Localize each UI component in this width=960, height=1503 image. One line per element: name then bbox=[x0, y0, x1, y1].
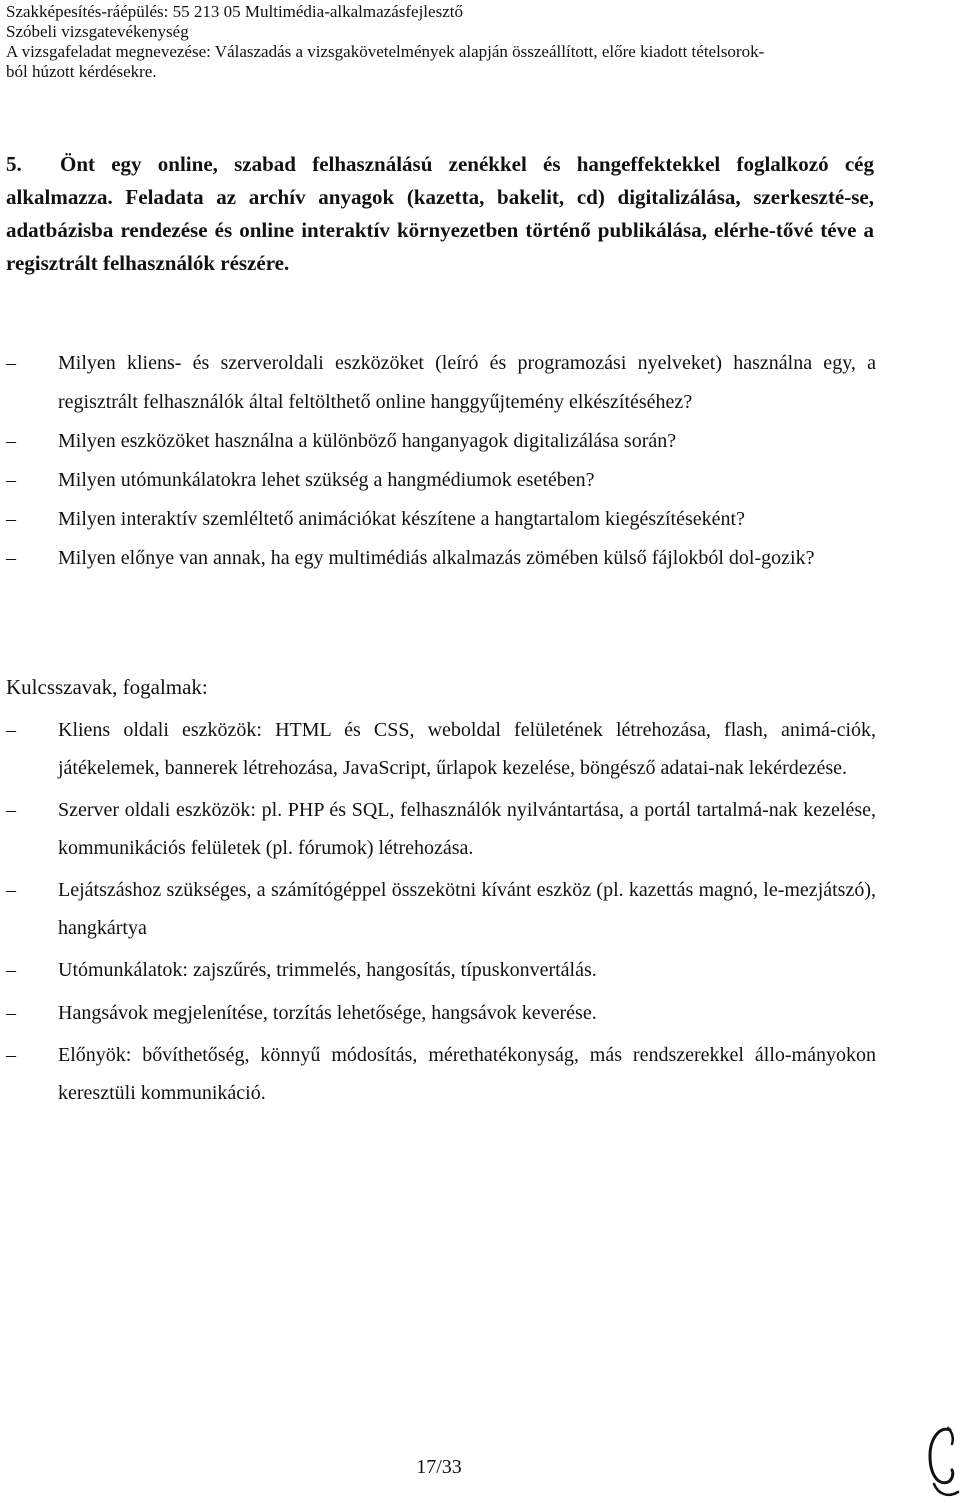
header-qualification: Szakképesítés-ráépülés: 55 213 05 Multimédia-alkalmazásfejlesztő bbox=[6, 2, 463, 21]
page-header bbox=[6, 2, 906, 82]
keyword-item bbox=[6, 995, 876, 1033]
page-number: 17/33 bbox=[416, 1456, 462, 1478]
keywords-title: Kulcsszavak, fogalmak: bbox=[6, 675, 208, 699]
keyword-item bbox=[6, 1037, 876, 1112]
keyword-text: Kliens oldali eszközök: HTML és CSS, weboldal felületének létrehozása, flash, animá-ciók, játékelemek, bannerek létrehozása, JavaScript, űrlapok kezelése, böngésző adatai-nak lekérdezése. bbox=[58, 719, 876, 779]
keyword-text: Lejátszáshoz szükséges, a számítógéppel összekötni kívánt eszköz (pl. kazettás magnó, le-mezjátszó), hangkártya bbox=[58, 879, 876, 939]
task-text: Önt egy online, szabad felhasználású zenékkel és hangeffektekkel foglalkozó cég alkalmazza. Feladata az archív anyagok (kazetta, bakelit, cd) digitalizálása, szerkeszté-se, adatbázisba rendezése és online interaktív környezetben történő publikálása, elérhe-tővé téve a regisztrált felhasználók részére. bbox=[6, 152, 874, 275]
keyword-list bbox=[6, 712, 876, 1117]
dash-bullet: – bbox=[6, 469, 16, 491]
keyword-item bbox=[6, 792, 876, 867]
keyword-item bbox=[6, 952, 876, 990]
dash-bullet: – bbox=[6, 719, 16, 741]
keyword-item bbox=[6, 712, 876, 787]
question-item bbox=[6, 500, 876, 539]
task-description bbox=[6, 148, 874, 280]
keyword-item bbox=[6, 872, 876, 947]
dash-bullet: – bbox=[6, 1044, 16, 1066]
question-text: Milyen interaktív szemléltető animációkat készítene a hangtartalom kiegészítéseként? bbox=[58, 508, 745, 530]
header-task-name-continued: ból húzott kérdésekre. bbox=[6, 62, 157, 81]
dash-bullet: – bbox=[6, 430, 16, 452]
header-exam-activity: Szóbeli vizsgatevékenység bbox=[6, 22, 189, 41]
dash-bullet: – bbox=[6, 508, 16, 530]
dash-bullet: – bbox=[6, 352, 16, 374]
keyword-text: Előnyök: bővíthetőség, könnyű módosítás, mérethatékonyság, más rendszerekkel állo-mányokon keresztüli kommunikáció. bbox=[58, 1044, 876, 1104]
handwritten-signature bbox=[918, 1420, 960, 1500]
dash-bullet: – bbox=[6, 547, 16, 569]
question-text: Milyen utómunkálatokra lehet szükség a hangmédiumok esetében? bbox=[58, 469, 595, 491]
header-task-name: A vizsgafeladat megnevezése: Válaszadás a vizsgakövetelmények alapján összeállított, előre kiadott tételsorok- bbox=[6, 42, 765, 61]
dash-bullet: – bbox=[6, 1001, 16, 1024]
task-number: 5. bbox=[6, 152, 22, 176]
keyword-text: Szerver oldali eszközök: pl. PHP és SQL, felhasználók nyilvántartása, a portál tartalmá-nak kezelése, kommunikációs felületek (pl. fórumok) létrehozása. bbox=[58, 799, 876, 859]
question-text: Milyen kliens- és szerveroldali eszközöket (leíró és programozási nyelveket) használna egy, a regisztrált felhasználók által feltölthető online hanggyűjtemény elkészítéséhez? bbox=[58, 352, 876, 413]
dash-bullet: – bbox=[6, 959, 16, 981]
question-item bbox=[6, 344, 876, 422]
question-text: Milyen előnye van annak, ha egy multimédiás alkalmazás zömében külső fájlokból dol-gozik? bbox=[58, 547, 815, 569]
keyword-text: Utómunkálatok: zajszűrés, trimmelés, hangosítás, típuskonvertálás. bbox=[58, 959, 597, 981]
question-item bbox=[6, 422, 876, 461]
dash-bullet: – bbox=[6, 879, 16, 901]
question-item bbox=[6, 539, 876, 578]
dash-bullet: – bbox=[6, 799, 16, 821]
keyword-text: Hangsávok megjelenítése, torzítás lehetősége, hangsávok keverése. bbox=[58, 1001, 597, 1024]
question-text: Milyen eszközöket használna a különböző hanganyagok digitalizálása során? bbox=[58, 430, 677, 452]
question-item bbox=[6, 461, 876, 500]
question-list bbox=[6, 344, 876, 578]
